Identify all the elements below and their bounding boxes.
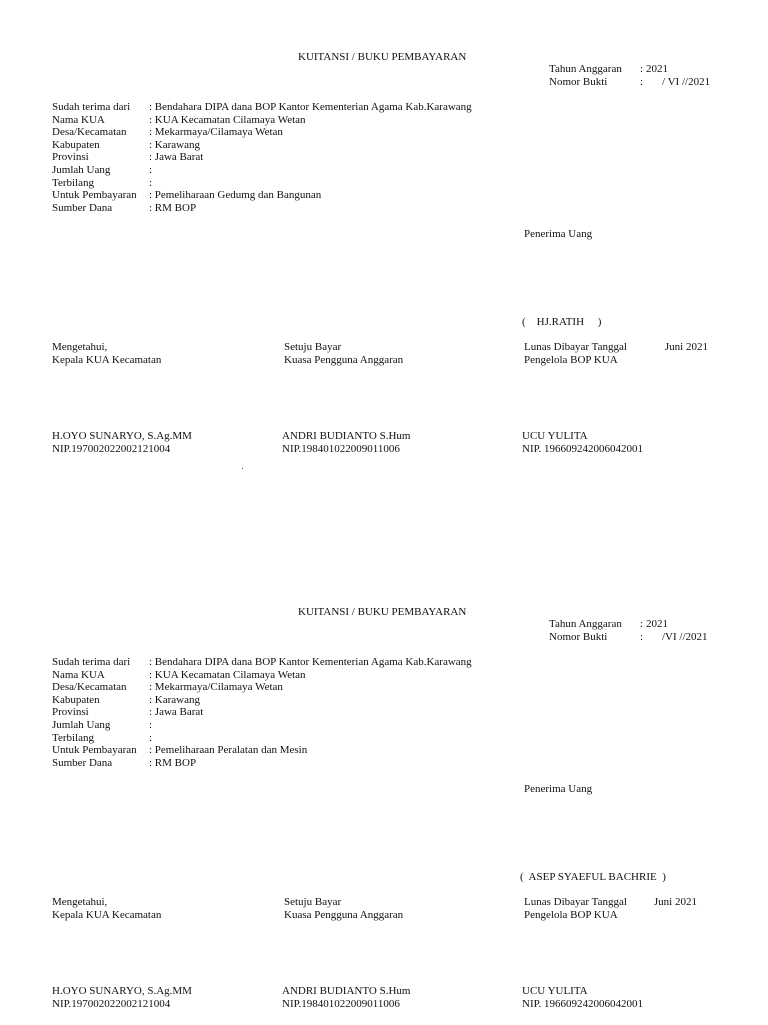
field-value: : KUA Kecamatan Cilamaya Wetan [149,668,306,681]
field-label: Sumber Dana [52,756,113,769]
field-value: : Pemeliharaan Gedumg dan Bangunan [149,189,322,202]
field-value: : Mekarmaya/Cilamaya Wetan [149,681,283,694]
field-value: : RM BOP [149,201,197,214]
signatory-nip: NIP.197002022002121004 [52,997,171,1010]
meta-value: 2021 [646,618,668,630]
field-label: Untuk Pembayaran [52,189,137,202]
field-value: : Jawa Barat [149,706,204,719]
receiver-name: ( ASEP SYAEFUL BACHRIE ) [520,871,666,883]
field-label: Kabupaten [52,693,100,706]
field-label: Sudah terima dari [52,656,131,668]
signature-line: Setuju Bayar [284,896,342,908]
meta-colon: : [640,75,644,88]
paid-date-label: Lunas Dibayar Tanggal [524,341,627,353]
signature-block-approver [284,896,403,921]
receipt-1 [0,0,768,470]
signature-role: Kepala KUA Kecamatan [52,353,162,366]
field-value: : Mekarmaya/Cilamaya Wetan [149,126,283,139]
field-value: : [149,176,153,189]
field-value: : Jawa Barat [149,151,204,164]
field-value: : [149,718,153,731]
signature-block-manager [524,896,724,921]
field-label: Jumlah Uang [52,718,111,731]
signatory-nip: NIP.198401022009011006 [282,997,400,1010]
field-value: : Bendahara DIPA dana BOP Kantor Kementerian Agama Kab.Karawang [149,656,472,668]
signatory-manager [522,985,643,1010]
meta-row-year [549,618,729,631]
field-label: Sumber Dana [52,201,113,214]
signatory-name: UCU YULITA [522,430,588,442]
meta-row-number [549,631,729,644]
meta-value: / VI //2021 [662,75,711,88]
receiver-label: Penerima Uang [524,783,593,795]
signature-block-manager [524,341,724,366]
field-label: Untuk Pembayaran [52,744,137,757]
field-label: Nama KUA [52,668,105,681]
signature-line [524,341,724,354]
field-label: Sudah terima dari [52,101,131,113]
signatory-name: ANDRI BUDIANTO S.Hum [282,430,411,442]
field-label: Jumlah Uang [52,163,111,176]
field-label: Desa/Kecamatan [52,126,127,139]
meta-colon: : [640,618,644,630]
signature-role: Kepala KUA Kecamatan [52,908,162,921]
field-label: Desa/Kecamatan [52,681,127,694]
signature-role: Kuasa Pengguna Anggaran [284,908,404,921]
receipt-title: KUITANSI / BUKU PEMBAYARAN [298,606,467,618]
signatory-name: H.OYO SUNARYO, S.Ag.MM [52,985,192,997]
signatory-name: UCU YULITA [522,985,588,997]
signatory-nip: NIP.198401022009011006 [282,442,400,455]
signatory-approver [282,430,410,455]
signatory-nip: NIP. 196609242006042001 [522,442,644,455]
field-value: : Pemeliharaan Peralatan dan Mesin [149,744,308,757]
signatory-name: ANDRI BUDIANTO S.Hum [282,985,411,997]
field-value: : [149,731,153,744]
signatory-head [52,430,192,455]
meta-label: Tahun Anggaran [549,618,622,630]
paid-date: Juni 2021 [664,341,708,353]
paid-date-label: Lunas Dibayar Tanggal [524,896,627,908]
receiver-name: ( HJ.RATIH ) [522,316,602,328]
field-label: Provinsi [52,706,89,719]
signatory-approver [282,985,410,1010]
meta-label: Tahun Anggaran [549,63,622,75]
signatory-head [52,985,192,1010]
signature-line: Mengetahui, [52,896,108,908]
field-value: : Bendahara DIPA dana BOP Kantor Kementerian Agama Kab.Karawang [149,101,472,113]
receiver-label: Penerima Uang [524,228,593,240]
signature-line: Mengetahui, [52,341,108,353]
field-label: Nama KUA [52,113,105,126]
meta-row-number [549,76,729,89]
signature-role: Pengelola BOP KUA [524,908,618,921]
signature-block-head [52,896,161,921]
signature-role: Pengelola BOP KUA [524,353,618,366]
field-label: Terbilang [52,731,94,744]
receipt-title: KUITANSI / BUKU PEMBAYARAN [298,51,467,63]
field-label: Terbilang [52,176,94,189]
signature-block-approver [284,341,403,366]
signature-line: Setuju Bayar [284,341,342,353]
field-value: : KUA Kecamatan Cilamaya Wetan [149,113,306,126]
signatory-nip: NIP.197002022002121004 [52,442,171,455]
meta-label: Nomor Bukti [549,75,608,88]
field-label: Provinsi [52,151,89,164]
meta-value: 2021 [646,63,668,75]
signature-block-head [52,341,161,366]
paid-date: Juni 2021 [653,896,697,908]
field-value: : [149,163,153,176]
signatory-manager [522,430,643,455]
meta-colon: : [640,63,644,75]
meta-value: /VI //2021 [662,630,708,643]
receipt-meta [549,63,729,88]
signatory-name: H.OYO SUNARYO, S.Ag.MM [52,430,192,442]
receipt-2 [0,555,768,1025]
field-value: : Karawang [149,138,201,151]
field-value: : RM BOP [149,756,197,769]
signatory-nip: NIP. 196609242006042001 [522,997,644,1010]
signature-line [524,896,724,909]
field-value: : Karawang [149,693,201,706]
meta-colon: : [640,630,644,643]
receipt-meta [549,618,729,643]
meta-row-year [549,63,729,76]
field-label: Kabupaten [52,138,100,151]
signature-role: Kuasa Pengguna Anggaran [284,353,404,366]
stray-dot [242,468,243,469]
meta-label: Nomor Bukti [549,630,608,643]
